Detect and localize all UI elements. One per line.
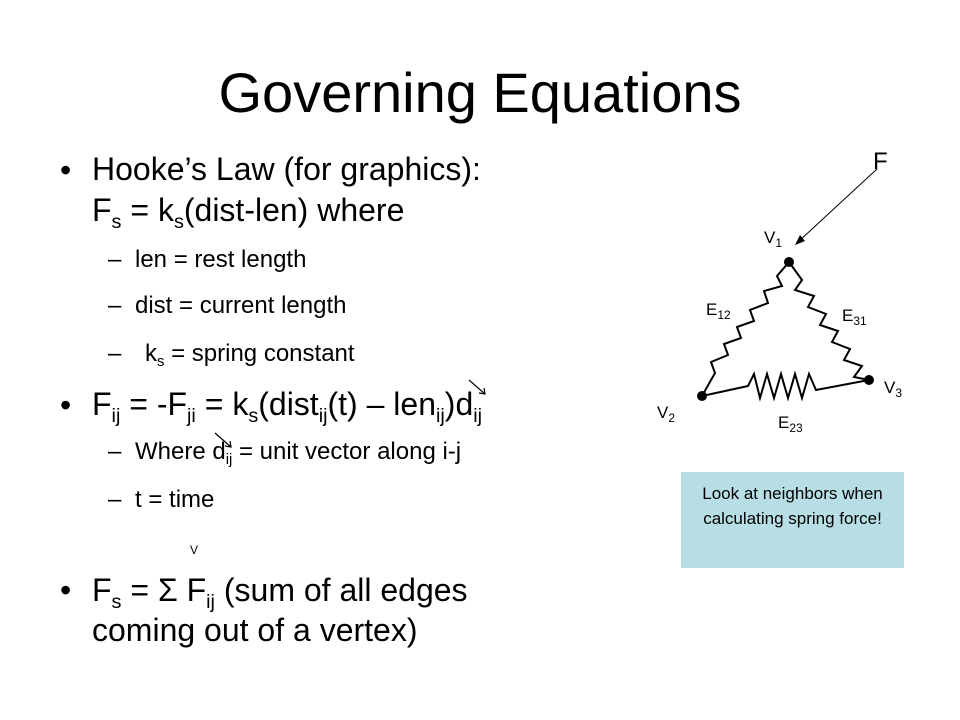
vertex-v1-label: $V_1$ bbox=[764, 228, 783, 251]
bullet-marker: • bbox=[60, 152, 72, 188]
vertex-v1-dot bbox=[784, 257, 794, 267]
edge-e31-label: $E_{31}$ bbox=[842, 306, 867, 329]
vector-arrow-icon bbox=[467, 378, 489, 398]
vertex-v3-dot bbox=[864, 375, 874, 385]
vector-arrow-icon bbox=[213, 431, 235, 451]
vertex-v2-dot bbox=[697, 391, 707, 401]
sum-subscript-v: V bbox=[190, 543, 199, 557]
edge-e12-label: $E_{12}$ bbox=[706, 300, 731, 323]
vertex-v3-label: $V_3$ bbox=[884, 378, 903, 401]
spring-triangle-diagram bbox=[640, 150, 940, 450]
dash-marker: – bbox=[108, 438, 122, 465]
total-force-equation: $F_s = \Sigma$ $F_{ij}$ (sum of all edges bbox=[92, 572, 468, 613]
ks-definition: $k_s$ = spring constant bbox=[145, 340, 355, 371]
unit-vector-definition: Where d $_{ij}$ = unit vector along i-j bbox=[135, 437, 461, 467]
force-label: F bbox=[873, 148, 888, 175]
vertex-v2-label: $V_2$ bbox=[657, 403, 676, 426]
edge-e23-label: $E_{23}$ bbox=[778, 413, 803, 436]
len-definition: len = rest length bbox=[135, 246, 307, 273]
bullet-marker: • bbox=[60, 387, 72, 423]
time-definition: t = time bbox=[135, 486, 215, 513]
force-arrow bbox=[798, 169, 877, 242]
slide-title: Governing Equations bbox=[218, 61, 742, 124]
pairwise-force-equation: $F_{ij} = -F_{ji}$ = $k_s(dist_{ij}(t) - len_{ij})d$ $_{ij}$ bbox=[92, 384, 482, 424]
bullet-marker: • bbox=[60, 572, 72, 608]
neighbors-callout: Look at neighbors when calculating spring force! bbox=[681, 472, 904, 568]
hookes-law-heading: Hooke’s Law (for graphics): bbox=[92, 151, 481, 187]
dash-marker: – bbox=[108, 340, 122, 367]
spring-edge-23 bbox=[702, 374, 869, 398]
dash-marker: – bbox=[108, 246, 122, 273]
total-force-continuation: coming out of a vertex) bbox=[92, 612, 418, 648]
spring-force-equation: $F_s$ = $k_s(dist-len)$ where bbox=[92, 192, 405, 233]
dist-definition: dist = current length bbox=[135, 292, 347, 319]
spring-edge-12 bbox=[702, 262, 789, 396]
dash-marker: – bbox=[108, 486, 122, 513]
dash-marker: – bbox=[108, 292, 122, 319]
